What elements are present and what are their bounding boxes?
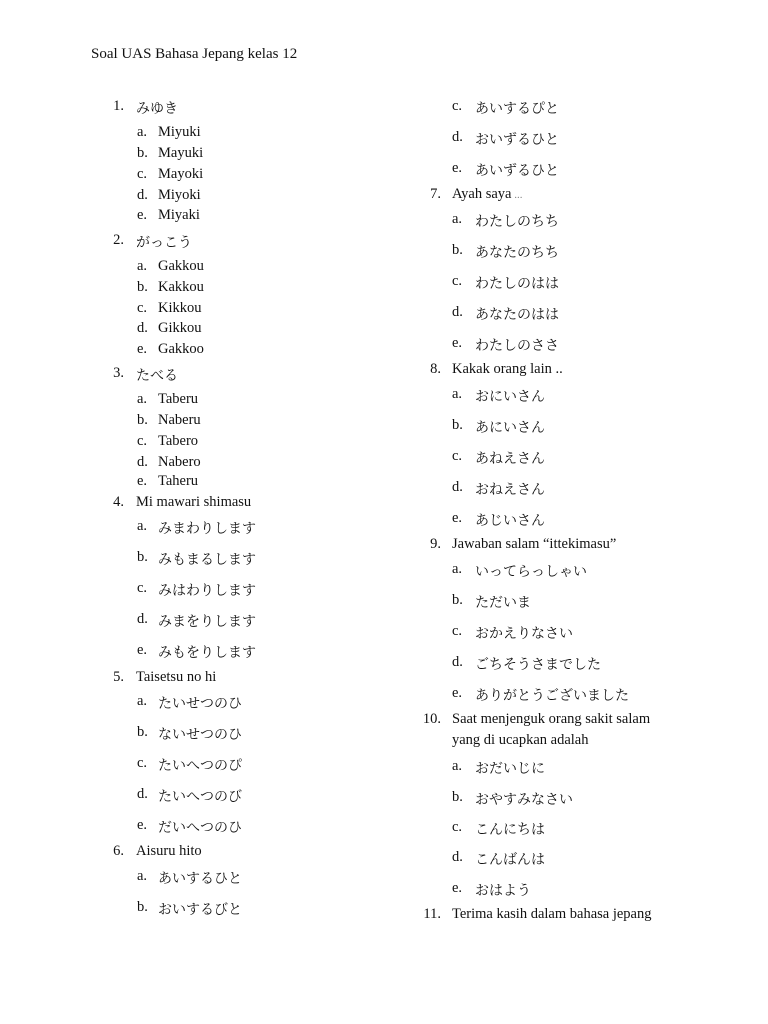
option-text: みまをりします [158, 614, 256, 630]
page-title: Soal UAS Bahasa Jepang kelas 12 [91, 46, 298, 62]
option-letter: c. [137, 433, 148, 449]
option-letter: a. [137, 518, 148, 534]
option-text: ただいま [475, 595, 531, 611]
option-letter: d. [137, 320, 148, 336]
option-letter: a. [137, 258, 148, 274]
question-number: 8. [430, 361, 441, 377]
option-letter: a. [137, 868, 148, 884]
question-number: 6. [113, 843, 124, 859]
option-letter: d. [137, 187, 148, 203]
option-text: たいせつのひ [158, 696, 242, 712]
option-letter: c. [452, 623, 463, 639]
option-letter: a. [137, 124, 148, 140]
option-letter: b. [452, 789, 463, 805]
option-letter: d. [137, 786, 148, 802]
option-text: みもまるします [158, 552, 256, 568]
option-text: Miyaki [158, 207, 200, 223]
question-number: 4. [113, 494, 124, 510]
option-text: こんばんは [475, 852, 545, 868]
question-number: 9. [430, 536, 441, 552]
option-text: おいするびと [158, 902, 242, 918]
option-text: いってらっしゃい [475, 564, 587, 580]
question-text-line2: yang di ucapkan adalah [452, 732, 589, 748]
option-letter: d. [452, 479, 463, 495]
question-text: Taisetsu no hi [136, 669, 217, 685]
option-text: Naberu [158, 412, 201, 428]
option-letter: b. [137, 724, 148, 740]
option-text: あいするぴと [475, 101, 559, 117]
option-text: わたしのはは [475, 276, 559, 292]
option-text: Tabero [158, 433, 199, 449]
question-number: 10. [422, 711, 441, 727]
option-letter: d. [452, 129, 463, 145]
option-letter: b. [137, 279, 148, 295]
option-text: Gikkou [158, 320, 202, 336]
question-text: Aisuru hito [136, 843, 202, 859]
question-text: Kakak orang lain .. [452, 361, 563, 377]
option-text: おだいじに [475, 761, 545, 777]
option-letter: d. [452, 304, 463, 320]
option-letter: c. [137, 580, 148, 596]
option-text: あにいさん [475, 420, 545, 436]
option-letter: a. [137, 391, 148, 407]
option-letter: c. [452, 448, 463, 464]
option-text: みはわりします [158, 583, 256, 599]
option-letter: e. [452, 685, 463, 701]
option-letter: e. [137, 473, 148, 489]
option-text: たいへつのぴ [158, 758, 242, 774]
option-letter: e. [137, 207, 148, 223]
question-text: Terima kasih dalam bahasa jepang [452, 906, 652, 922]
ellipsis: ... [511, 189, 523, 201]
option-letter: a. [452, 561, 463, 577]
option-letter: e. [452, 510, 463, 526]
option-text: Mayuki [158, 145, 204, 161]
option-letter: b. [137, 899, 148, 915]
option-text: Kikkou [158, 300, 202, 316]
option-text: Taberu [158, 391, 199, 407]
option-letter: b. [137, 412, 148, 428]
question-text: たべる [136, 368, 178, 384]
option-letter: a. [452, 386, 463, 402]
option-letter: e. [452, 160, 463, 176]
option-text: Miyoki [158, 187, 201, 203]
option-letter: c. [137, 300, 148, 316]
option-text: Mayoki [158, 166, 204, 182]
question-text: Jawaban salam “ittekimasu” [452, 536, 617, 552]
option-letter: d. [452, 849, 463, 865]
option-text: Miyuki [158, 124, 201, 140]
option-text: Nabero [158, 454, 201, 470]
option-text: ないせつのひ [158, 727, 242, 743]
option-text: ありがとうございました [475, 688, 629, 704]
option-text: あねえさん [475, 451, 545, 467]
option-text: たいへつのび [158, 789, 242, 805]
question-number: 1. [113, 98, 124, 114]
option-letter: c. [452, 98, 463, 114]
option-text: だいへつのひ [158, 820, 242, 836]
option-text: おいずるひと [475, 132, 559, 148]
option-text: みまわりします [158, 521, 256, 537]
option-letter: d. [452, 654, 463, 670]
option-letter: d. [137, 611, 148, 627]
option-text: あなたのちち [475, 245, 559, 261]
option-letter: e. [137, 341, 148, 357]
option-letter: c. [137, 166, 148, 182]
option-text: みもをりします [158, 645, 256, 661]
option-letter: b. [452, 417, 463, 433]
question-text: みゆき [136, 101, 178, 117]
option-letter: e. [137, 642, 148, 658]
question-number: 3. [113, 365, 124, 381]
question-number: 11. [423, 906, 441, 922]
option-letter: e. [452, 335, 463, 351]
option-letter: a. [137, 693, 148, 709]
option-text: わたしのささ [475, 338, 559, 354]
option-text: おやすみなさい [475, 792, 573, 808]
question-text: がっこう [136, 235, 192, 251]
option-letter: e. [452, 880, 463, 896]
option-text: あいするひと [158, 871, 242, 887]
question-text: Saat menjenguk orang sakit salam [452, 711, 651, 727]
question-number: 2. [113, 232, 124, 248]
option-letter: c. [452, 273, 463, 289]
option-text: おねえさん [475, 482, 545, 498]
option-letter: d. [137, 454, 148, 470]
option-text: Gakkou [158, 258, 204, 274]
option-text: あなたのはは [475, 307, 559, 323]
question-text: Mi mawari shimasu [136, 494, 252, 510]
option-letter: c. [137, 755, 148, 771]
option-text: わたしのちち [475, 214, 559, 230]
option-text: おにいさん [475, 389, 545, 405]
option-text: Taheru [158, 473, 199, 489]
question-number: 7. [430, 186, 441, 202]
option-text: Gakkoo [158, 341, 204, 357]
option-letter: a. [452, 211, 463, 227]
option-text: あじいさん [475, 513, 545, 529]
option-text: ごちそうさまでした [475, 657, 601, 673]
option-letter: b. [452, 242, 463, 258]
option-text: おかえりなさい [475, 626, 573, 642]
option-letter: e. [137, 817, 148, 833]
option-letter: b. [137, 145, 148, 161]
option-letter: b. [452, 592, 463, 608]
option-letter: b. [137, 549, 148, 565]
option-text: あいずるひと [475, 163, 559, 179]
option-text: おはよう [475, 883, 531, 899]
option-text: こんにちは [475, 822, 545, 838]
question-number: 5. [113, 669, 124, 685]
option-letter: c. [452, 819, 463, 835]
option-letter: a. [452, 758, 463, 774]
option-text: Kakkou [158, 279, 204, 295]
question-text: Ayah saya ... [452, 186, 523, 202]
